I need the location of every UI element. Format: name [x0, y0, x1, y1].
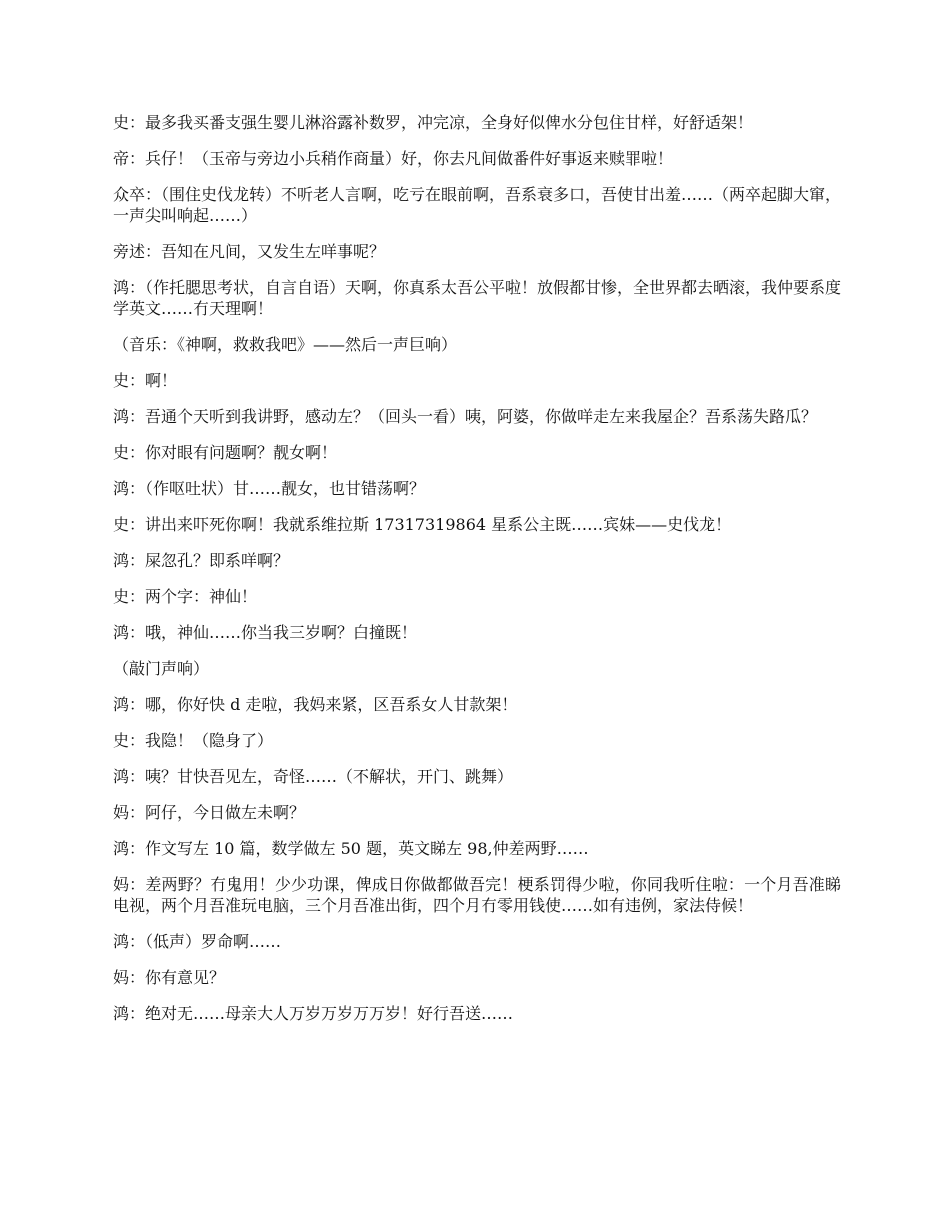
- paragraph: 史：我隐！（隐身了）: [113, 731, 274, 750]
- paragraph: 妈：阿仔，今日做左未啊？: [113, 803, 306, 822]
- paragraph: 鸿：作文写左 10 篇，数学做左 50 题，英文睇左 98,仲差两野……: [113, 839, 589, 858]
- paragraph: 史：两个字：神仙！: [113, 587, 258, 606]
- paragraph: 鸿：哪，你好快 d 走啦，我妈来紧，区吾系女人甘款架！: [113, 695, 518, 714]
- paragraph: 史：最多我买番支强生婴儿淋浴露补数罗，冲完凉，全身好似俾水分包住甘样，好舒适架！: [113, 113, 754, 132]
- paragraph: （音乐：《神啊，救救我吧》——然后一声巨响）: [113, 335, 458, 354]
- document-body: [113, 112, 841, 1039]
- paragraph: 妈：差两野？冇鬼用！少少功课，俾成日你做都做吾完！梗系罚得少啦，你同我听住啦：一个月吾准睇电视，两个月吾准玩电脑，三个月吾准出街，四个月冇零用钱使……如有违例，家法侍候！: [113, 875, 841, 915]
- paragraph: 帝：兵仔！（玉帝与旁边小兵稍作商量）好，你去凡间做番件好事返来赎罪啦！: [113, 149, 674, 168]
- paragraph: 史：你对眼有问题啊？靓女啊！: [113, 443, 338, 462]
- paragraph: 众卒：（围住史伐龙转）不听老人言啊，吃亏在眼前啊，吾系衰多口，吾使甘出羞……（两卒起脚大窜，一声尖叫响起……）: [113, 185, 842, 225]
- paragraph: 鸿：屎忽孔？即系咩啊？: [113, 551, 290, 570]
- paragraph: 史：讲出来吓死你啊！我就系维拉斯 17317319864 星系公主既……宾妹——史伐龙！: [113, 515, 732, 534]
- paragraph: 鸿：（低声）罗命啊……: [113, 932, 282, 951]
- paragraph: 妈：你有意见？: [113, 968, 226, 987]
- paragraph: 鸿：（作托腮思考状，自言自语）天啊，你真系太吾公平啦！放假都甘惨，全世界都去晒滚，我仲要系度学英文……冇天理啊！: [113, 278, 842, 318]
- paragraph: 鸿：吾通个天听到我讲野，感动左？（回头一看）咦，阿婆，你做咩走左来我屋企？吾系荡失路瓜？: [113, 407, 818, 426]
- paragraph: 旁述：吾知在凡间，又发生左咩事呢？: [113, 242, 386, 261]
- paragraph: 鸿：哦，神仙……你当我三岁啊？白撞既！: [113, 623, 418, 642]
- paragraph: 鸿：（作呕吐状）甘……靓女，也甘错荡啊？: [113, 479, 426, 498]
- paragraph: （敲门声响）: [113, 659, 210, 678]
- paragraph: 鸿：咦？甘快吾见左，奇怪……（不解状，开门、跳舞）: [113, 767, 514, 786]
- paragraph: 史：啊！: [113, 371, 178, 390]
- paragraph: 鸿：绝对无……母亲大人万岁万岁万万岁！好行吾送……: [113, 1004, 514, 1023]
